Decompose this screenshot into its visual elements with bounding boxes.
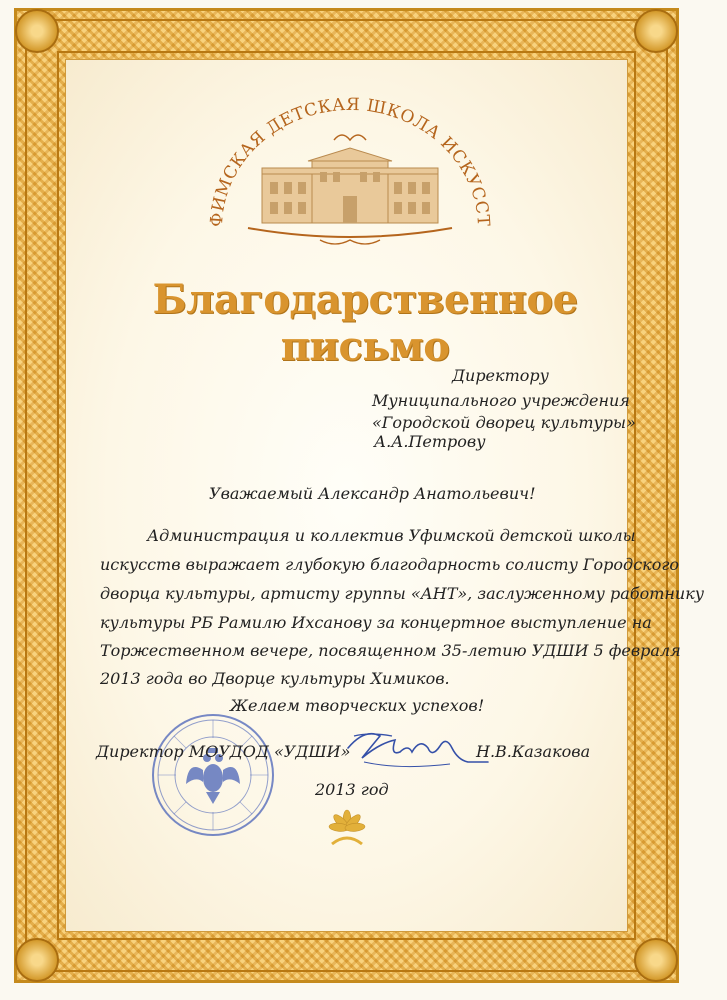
body-line-4: культуры РБ Рамилю Ихсанову за концертное выступление на	[100, 613, 652, 632]
addressee-line-4: А.А.Петрову	[374, 432, 486, 451]
addressee-line-3: «Городской дворец культуры»	[372, 413, 636, 432]
greeting: Уважаемый Александр Анатольевич!	[209, 484, 536, 503]
signatory-role: Директор МОУДОД «УДШИ»	[96, 742, 351, 761]
logo-arc-text: ФИМСКАЯ ДЕТСКАЯ ШКОЛА ИСКУССТ	[206, 94, 494, 228]
body-line-6: 2013 года во Дворце культуры Химиков.	[100, 669, 450, 688]
document-title: Благодарственное письмо	[152, 276, 578, 370]
body-line-5: Торжественном вечере, посвященном 35-летию УДШИ 5 февраля	[100, 641, 681, 660]
body-line-3: дворца культуры, артисту группы «АНТ», заслуженному работнику	[100, 584, 705, 603]
body-line-1: Администрация и коллектив Уфимской детской школы	[147, 526, 636, 545]
signatory-name: Н.В.Казакова	[476, 742, 591, 761]
school-logo	[200, 78, 500, 268]
addressee-line-1: Директору	[452, 366, 549, 385]
handwritten-signature	[340, 718, 490, 788]
school-building-icon	[200, 78, 500, 268]
official-stamp	[150, 712, 276, 838]
addressee-line-2: Муниципального учреждения	[372, 391, 630, 410]
wishes-line: Желаем творческих успехов!	[230, 696, 485, 715]
document-year: 2013 год	[315, 780, 389, 799]
body-line-2: искусств выражает глубокую благодарность солисту Городского	[100, 555, 680, 574]
kurai-flower-icon	[318, 804, 376, 852]
